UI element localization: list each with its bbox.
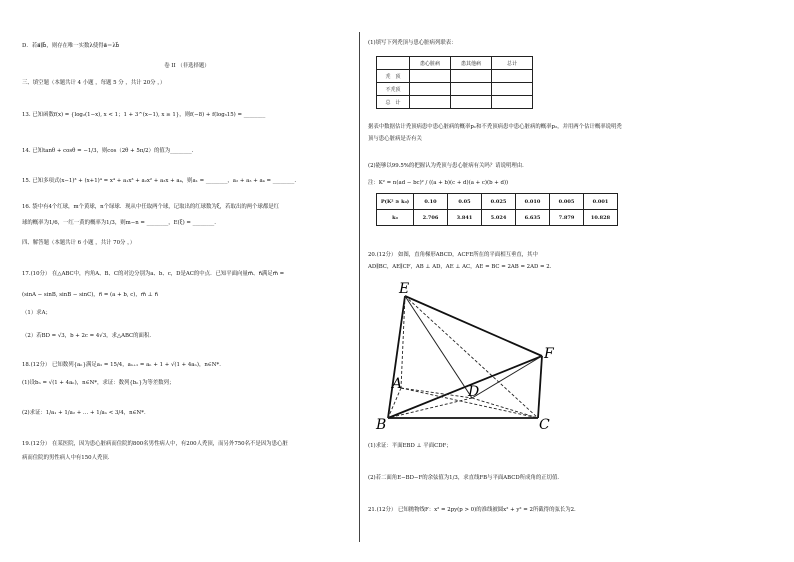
vertex-label-e: E	[399, 281, 410, 297]
table-cell: 0.005	[550, 194, 584, 210]
question-20-line2: AD∥BC，AE∥CF，AB ⊥ AD，AE ⊥ AC，AE = BC = 2AB = 2AD = 2．	[368, 264, 556, 270]
question-18-part2: (2)求证：1/a₁ + 1/a₂ + … + 1/aₙ < 3/4，n∈N*．	[22, 410, 150, 416]
question-19-line2: 病而住院的男性病人中有150人秃顶．	[22, 455, 114, 461]
table-cell	[377, 57, 410, 70]
edge-dc	[472, 398, 538, 418]
question-20-part1: (1)求证：平面EBD ⊥ 平面CDF；	[368, 443, 452, 449]
table-cell: P(K² ≥ k₀)	[377, 194, 414, 210]
question-15: 15. 已知多项式(x−1)³ + (x+1)⁴ = x⁴ + a₁x³ + a₂x² + a₃x + a₄，则a₁ = ________，a₂ + a₃ + a₄ = ________.	[22, 178, 297, 184]
solid-geometry-figure	[368, 276, 568, 438]
question-20-line1: 20.(12分） 如图，直角梯形ABCD，ACFE所在的平面相互垂直，其中	[368, 252, 538, 258]
section-heading-answer: 四、解答题（本题共计 6 小题 ，共计 70分 ，）	[22, 240, 136, 246]
question-17-part2: （2）若BD = √3，b + 2c = 4√3，求△ABC的面积．	[22, 333, 155, 339]
question-16-line2: 球的概率为1/6，一红一黄的概率为1/3，则m−n = ________，E(ξ) = ________.	[22, 220, 216, 226]
question-17-line1: 17.(10分） 在△ABC中，内角A、B、C的对边分别为a、b、c，D是AC的中点．已知平面向量m⃗、n⃗满足m⃗ =	[22, 271, 285, 277]
edge-ef	[405, 296, 542, 356]
table-cell	[410, 96, 451, 109]
edge-ad	[401, 388, 472, 398]
table-cell: 总计	[492, 57, 533, 70]
option-d-text: D．若a⃗∥b⃗，则存在唯一实数λ使得a⃗＝λb⃗	[22, 43, 120, 49]
vertex-label-f: F	[544, 346, 554, 362]
table-cell: 患其他病	[451, 57, 492, 70]
question-18-line1: 18.(12分） 已知数列{aₙ}满足a₁ = 15/4，aₙ₊₁ = aₙ + 1 + √(1 + 4aₙ)，n∈N*．	[22, 362, 225, 368]
vertex-label-b: B	[376, 417, 387, 433]
table-cell	[451, 83, 492, 96]
table-cell	[492, 83, 533, 96]
table-cell: 0.010	[516, 194, 550, 210]
table-row	[377, 96, 533, 109]
table-row	[377, 70, 533, 83]
critical-value-table	[376, 193, 618, 226]
vertex-label-c: C	[539, 417, 550, 433]
table-cell: 7.879	[550, 210, 584, 226]
table-cell	[492, 96, 533, 109]
question-13: 13. 已知函数f(x) = {log₂(1−x), x < 1；1 + 3^(x−1), x ≥ 1}，则f(−8) + f(log₃15) = ________	[22, 112, 266, 118]
question-14: 14. 已知tanθ + cosθ = −1/3，则cos（2θ + 5π/2）的值为________.	[22, 148, 194, 154]
question-19-task2: (2)能够以99.5%的把握认为秃顶与患心脏病有关吗？请说明理由．	[368, 163, 528, 169]
vertex-label-a: A	[392, 376, 403, 392]
table-cell: 0.001	[584, 194, 618, 210]
table-cell: 6.635	[516, 210, 550, 226]
table-cell	[451, 96, 492, 109]
table-cell: 3.841	[448, 210, 482, 226]
column-divider	[359, 32, 360, 542]
table-row	[377, 210, 618, 226]
table-row	[377, 83, 533, 96]
table-cell: 10.828	[584, 210, 618, 226]
question-16-line1: 16. 袋中有4个红球，m个黄球，n个绿球．现从中任取两个球，记取出的红球数为ξ，若取出的两个球都是红	[22, 204, 280, 210]
table-cell: 患心脏病	[410, 57, 451, 70]
right-column	[368, 0, 778, 562]
question-19-line1: 19.(12分） 在某医院，因为患心脏病而住院的800名男性病人中，有200人秃顶，而另外750名不是因为患心脏	[22, 441, 288, 447]
vertex-label-d: D	[468, 384, 480, 400]
edge-cf	[538, 356, 542, 418]
table-row	[377, 57, 533, 70]
edge-df	[472, 356, 542, 398]
question-17-line2: (sinA − sinB, sinB − sinC)，n⃗ = (a + b, c)，m⃗ ⊥ n⃗	[22, 292, 158, 298]
table-cell: 不秃顶	[377, 83, 410, 96]
table-cell	[451, 70, 492, 83]
table-cell: 总 计	[377, 96, 410, 109]
k-squared-formula: 注：K² = n(ad − bc)² / ((a + b)(c + d)(a + c)(b + d))	[368, 180, 509, 186]
section-title-part2: 卷 II （非选择题）	[164, 63, 210, 69]
estimate-instruction-line2: 顶与患心脏病是否有关	[368, 136, 422, 142]
table-cell: 0.10	[414, 194, 448, 210]
table-cell	[410, 83, 451, 96]
contingency-table	[376, 56, 533, 109]
estimate-instruction-line1: 据表中数据估计秃顶病患中患心脏病的概率p₁和不秃顶病患中患心脏病的概率p₂，并用两个估计概率说明秃	[368, 124, 622, 130]
question-21: 21.(12分） 已知抛物线F：x² = 2py(p > 0)的准线被圆x² + y² = 2所截得的弦长为2.	[368, 507, 576, 513]
table-cell: k₀	[377, 210, 414, 226]
table-cell	[410, 70, 451, 83]
question-18-part1: (1)设bₙ = √(1 + 4aₙ)，n∈N*，求证：数列{bₙ}为等差数列；	[22, 380, 175, 386]
table-row	[377, 194, 618, 210]
question-20-part2: (2)若二面角E−BD−F的余弦值为1/3，求直线FB与平面ABCD所成角的正切值．	[368, 475, 563, 481]
table-cell: 0.05	[448, 194, 482, 210]
section-heading-fill: 三、填空题（本题共计 4 小题 ，每题 5 分 ，共计 20分 ，）	[22, 80, 166, 86]
table-cell: 0.025	[482, 194, 516, 210]
table-cell: 秃 顶	[377, 70, 410, 83]
table-cell: 2.706	[414, 210, 448, 226]
question-17-part1: （1）求A；	[22, 310, 51, 316]
question-19-task1: (1)填写下列秃顶与患心脏病列联表：	[368, 40, 457, 46]
left-column	[22, 0, 352, 562]
table-cell: 5.024	[482, 210, 516, 226]
table-cell	[492, 70, 533, 83]
